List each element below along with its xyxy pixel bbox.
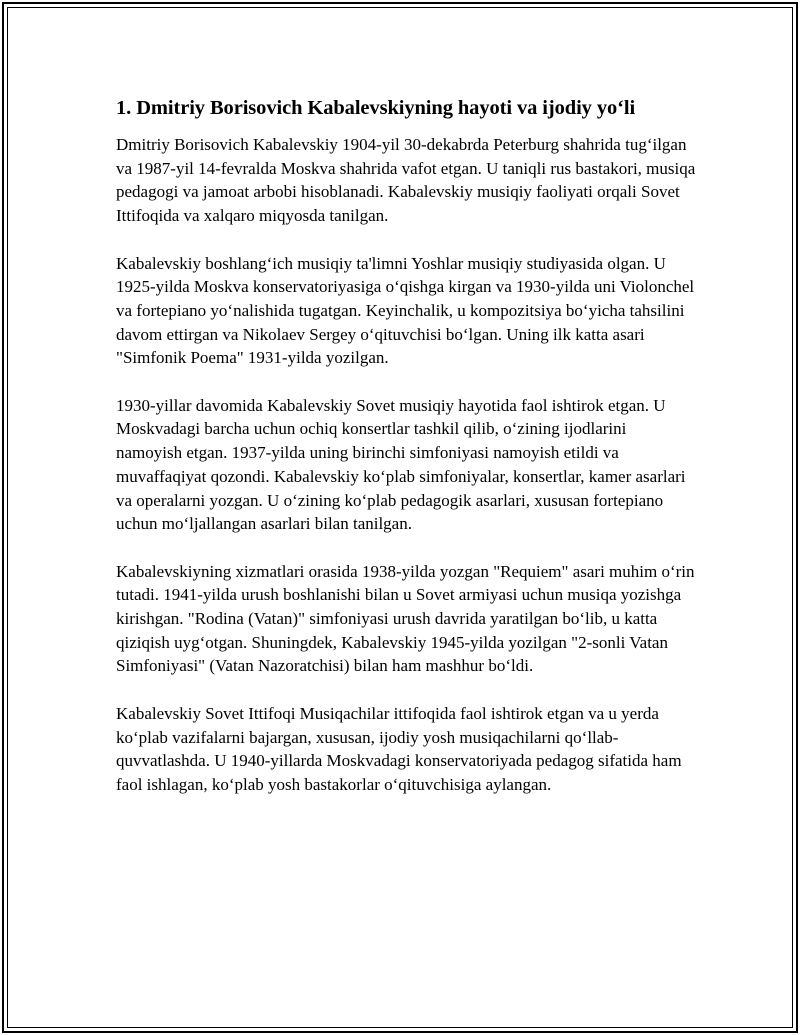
paragraph-1930s-career: 1930-yillar davomida Kabalevskiy Sovet musiqiy hayotida faol ishtirok etgan. U Moskvadagi barcha uchun ochiq konsertlar tashkil qilib, o‘zining ijodlarini namoyish etgan. 1937-yilda uning birinchi simfoniyasi namoyish etildi va muvaffaqiyat qozondi. Kabalevskiy ko‘plab simfoniyalar, konsertlar, kamer asarlari va operalarni yozgan. U o‘zining ko‘plab pedagogik asarlari, xususan fortepiano uchun mo‘ljallangan asarlari bilan tanilgan. <box>116 395 686 534</box>
paragraph-education: Kabalevskiy boshlang‘ich musiqiy ta'limni Yoshlar musiqiy studiyasida olgan. U 1925-yilda Moskva konservatoriyasiga o‘qishga kirgan va 1930-yilda uni Violonchel va fortepiano yo‘nalishida tugatgan. Keyinchalik, u kompozitsiya bo‘yicha tahsilini davom ettirgan va Nikolaev Sergey o‘qituvchisi bo‘lgan. Uning ilk katta asari "Simfonik Poema" 1931-yilda yozilgan. <box>116 253 695 368</box>
section-title: 1. Dmitriy Borisovich Kabalevskiyning hayoti va ijodiy yo‘li <box>116 97 636 119</box>
paragraph-union-and-teaching: Kabalevskiy Sovet Ittifoqi Musiqachilar ittifoqida faol ishtirok etgan va u yerda ko‘plab vazifalarni bajargan, xususan, ijodiy yosh musiqachilarni qo‘llab-quvvatlashda. U 1940-yillarda Moskvadagi konservatoriyada pedagog sifatida ham faol ishlagan, ko‘plab yosh bastakorlar o‘qituvchisiga aylangan. <box>116 703 682 794</box>
document-body <box>116 95 696 820</box>
paragraph-major-works: Kabalevskiyning xizmatlari orasida 1938-yilda yozgan "Requiem" asari muhim o‘rin tutadi. 1941-yilda urush boshlanishi bilan u Sovet armiyasi uchun musiqa yozishga kirishgan. "Rodina (Vatan)" simfoniyasi urush davrida yaratilgan bo‘lib, u katta qiziqish uyg‘otgan. Shuningdek, Kabalevskiy 1945-yilda yozilgan "2-sonli Vatan Simfoniyasi" (Vatan Nazoratchisi) bilan ham mashhur bo‘ldi. <box>116 561 695 676</box>
paragraph-biography-intro: Dmitriy Borisovich Kabalevskiy 1904-yil 30-dekabrda Peterburg shahrida tug‘ilgan va 1987-yil 14-fevralda Moskva shahrida vafot etgan. U taniqli rus bastakori, musiqa pedagogi va jamoat arbobi hisoblanadi. Kabalevskiy musiqiy faoliyati orqali Sovet Ittifoqida va xalqaro miqyosda tanilgan. <box>116 135 696 226</box>
